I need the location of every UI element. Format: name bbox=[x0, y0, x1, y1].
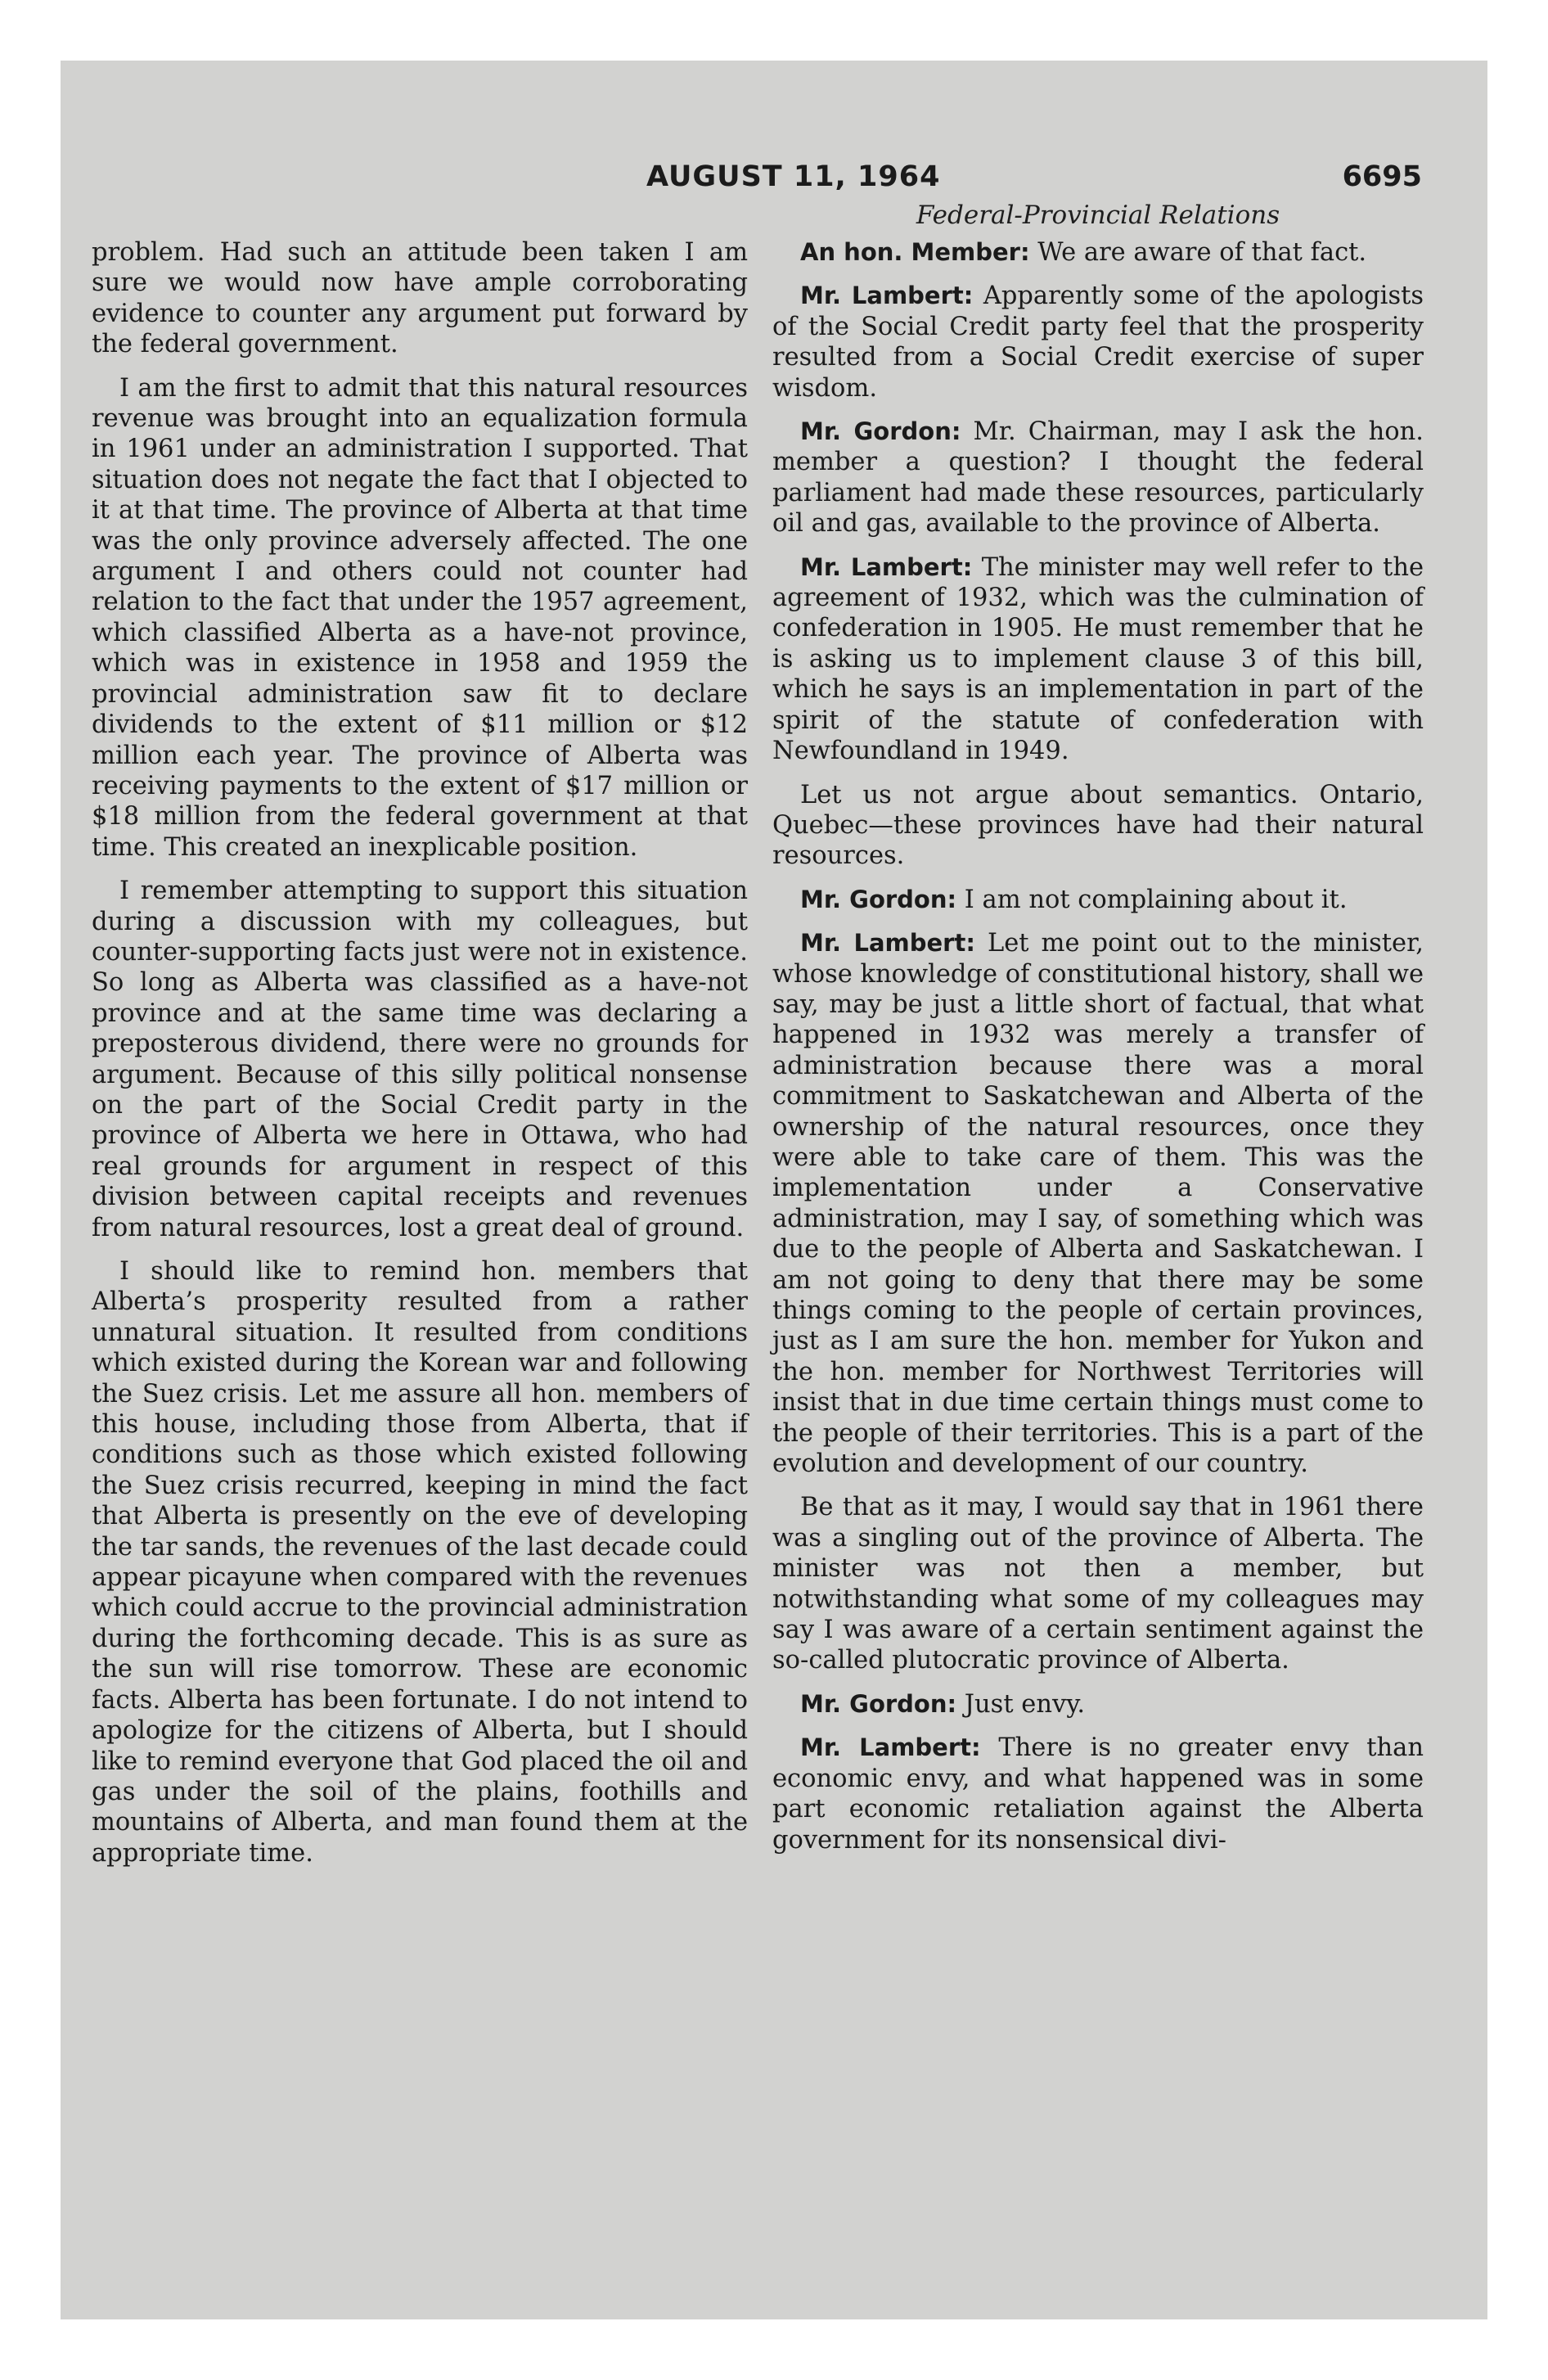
speech-text: We are aware of that fact. bbox=[1037, 238, 1367, 267]
speaker-name: Mr. Gordon: bbox=[800, 1689, 957, 1718]
page-number: 6695 bbox=[1342, 160, 1422, 193]
paragraph: I should like to remind hon. members that Alberta’s prosperity resulted from a rather unnatural situation. It resulted from conditions which existed during the Korean war and following the Suez crisis. Let me assure all hon. members of this house, including those from Alberta, that if conditions such as those which existed following the Suez crisis recurred, keeping in mind the fact that Alberta is presently on the eve of developing the tar sands, the revenues of the last decade could appear picayune when compared with the revenues which could accrue to the provincial administration during the forthcoming decade. This is as sure as the sun will rise tomorrow. These are economic facts. Alberta has been fortunate. I do not intend to apologize for the citizens of Alberta, but I should like to remind everyone that God placed the oil and gas under the soil of the plains, foothills and mountains of Alberta, and man found them at the appropriate time. bbox=[92, 1257, 748, 1868]
paragraph: I remember attempting to support this situation during a discussion with my colleagues, but counter-supporting facts just were not in existence. So long as Alberta was classified as a have-not province and at the same time was declaring a preposterous dividend, there were no grounds for argument. Because of this silly political nonsense on the part of the Social Credit party in the province of Alberta we here in Ottawa, who had real grounds for argument in respect of this division between capital receipts and revenues from natural resources, lost a great deal of ground. bbox=[92, 877, 748, 1242]
speech-paragraph bbox=[772, 237, 1424, 268]
speech-text: Let us not argue about semantics. Ontario, Quebec—these provinces have had their natural resources. bbox=[772, 780, 1424, 871]
speech-paragraph bbox=[772, 928, 1424, 1479]
speech-paragraph bbox=[772, 281, 1424, 403]
speech-text: Apparently some of the apologists of the Social Credit party feel that the prosperity resulted from a Social Credit exercise of super wisdom. bbox=[772, 282, 1424, 403]
speaker-name: Mr. Lambert: bbox=[800, 282, 974, 310]
paragraph: I am the first to admit that this natural resources revenue was brought into an equalization formula in 1961 under an administration I supported. That situation does not negate the fact that I objected to it at that time. The province of Alberta at that time was the only province adversely affected. The one argument I and others could not counter had relation to the fact that under the 1957 agreement, which classified Alberta as a have-not province, which was in existence in 1958 and 1959 the provincial administration saw fit to declare dividends to the extent of $11 million or $12 million each year. The province of Alberta was receiving payments to the extent of $17 million or $18 million from the federal government at that time. This created an inexplicable position. bbox=[92, 373, 748, 862]
speaker-name: Mr. Gordon: bbox=[800, 885, 957, 913]
speech-paragraph bbox=[772, 552, 1424, 767]
speaker-name: Mr. Lambert: bbox=[800, 1733, 981, 1762]
speech-text: There is no greater envy than economic envy, and what happened was in some part economic retaliation against the Alberta government for its nonsensical divi- bbox=[772, 1733, 1424, 1855]
speech-text: Just envy. bbox=[964, 1689, 1086, 1719]
speaker-name: Mr. Gordon: bbox=[800, 417, 961, 446]
speaker-name: An hon. Member: bbox=[800, 238, 1030, 266]
section-subject: Federal-Provincial Relations bbox=[916, 201, 1280, 230]
right-column bbox=[772, 237, 1424, 1868]
left-column bbox=[92, 237, 748, 1882]
speech-text: The minister may well refer to the agreement of 1932, which was the culmination of confederation in 1905. He must remember that he is asking us to implement clause 3 of this bill, which he says is an implementation in part of the spirit of the statute of confederation with Newfoundland in 1949. bbox=[772, 552, 1424, 766]
speech-paragraph bbox=[772, 1733, 1424, 1855]
speech-paragraph bbox=[772, 885, 1424, 915]
page-header bbox=[0, 160, 1548, 201]
speaker-name: Mr. Lambert: bbox=[800, 929, 975, 958]
speech-text: Mr. Chairman, may I ask the hon. member a question? I thought the federal parliament had made these resources, particularly oil and gas, available to the province of Alberta. bbox=[772, 417, 1424, 539]
paragraph bbox=[772, 780, 1424, 872]
paragraph bbox=[772, 1492, 1424, 1675]
speech-paragraph bbox=[772, 1689, 1424, 1720]
speaker-name: Mr. Lambert: bbox=[800, 552, 973, 581]
header-date: AUGUST 11, 1964 bbox=[646, 160, 941, 193]
speech-text: Let me point out to the minister, whose knowledge of constitutional history, shall we say, may be just a little short of factual, that what happened in 1932 was merely a transfer of administration because there was a moral commitment to Saskatchewan and Alberta of the ownership of the natural resources, once they were able to take care of them. This was the implementation under a Conservative administration, may I say, of something which was due to the people of Alberta and Saskatchewan. I am not going to deny that there may be some things coming to the people of certain provinces, just as I am sure the hon. member for Yukon and the hon. member for Northwest Territories will insist that in due time certain things must come to the people of their territories. This is a part of the evolution and development of our country. bbox=[772, 929, 1424, 1479]
speech-text: Be that as it may, I would say that in 1961 there was a singling out of the province of Alberta. The minister was not then a member, but notwithstanding what some of my colleagues may say I was aware of a certain sentiment against the so-called plutocratic province of Alberta. bbox=[772, 1493, 1424, 1675]
speech-text: I am not complaining about it. bbox=[964, 885, 1348, 914]
paragraph: problem. Had such an attitude been taken I am sure we would now have ample corroborating evidence to counter any argument put forward by the federal government. bbox=[92, 238, 748, 359]
speech-paragraph bbox=[772, 417, 1424, 539]
